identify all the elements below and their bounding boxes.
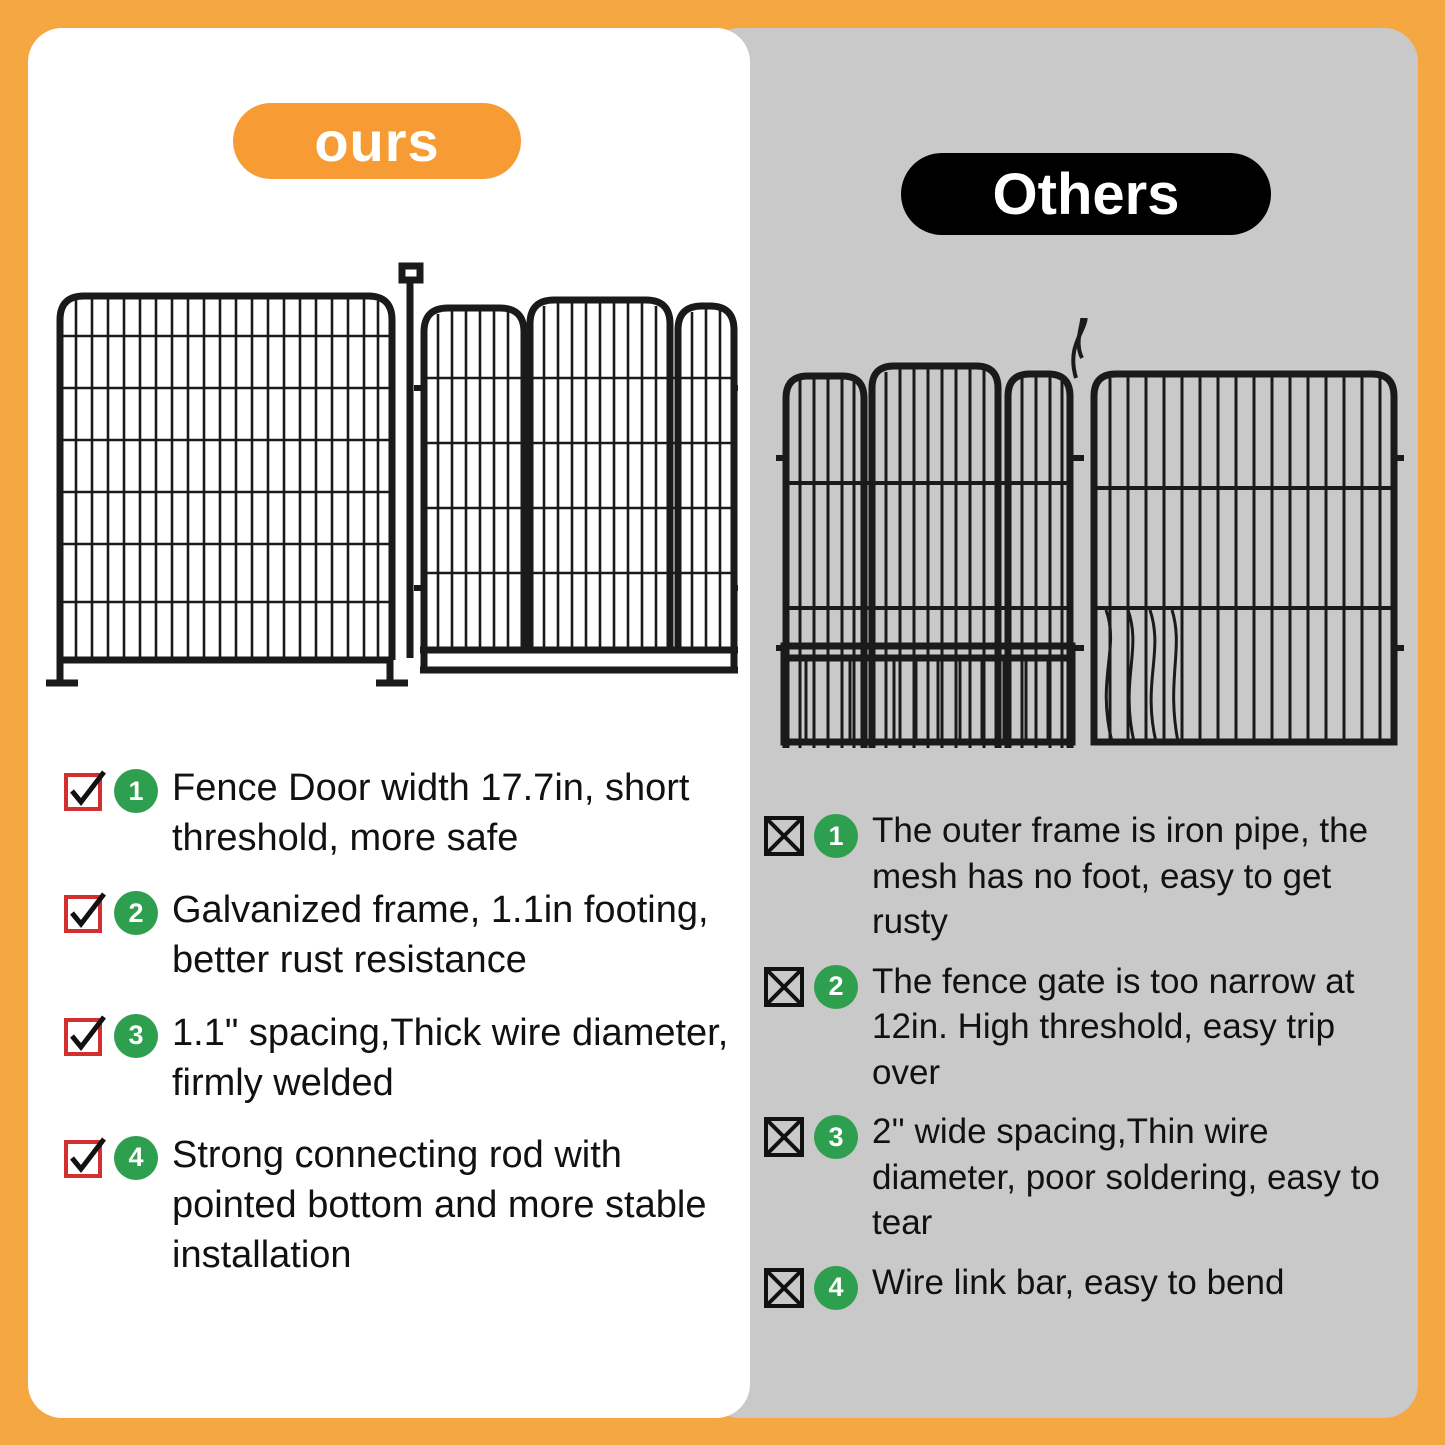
check-icon — [62, 1014, 106, 1058]
list-item — [62, 1130, 742, 1280]
list-item — [762, 1260, 1402, 1310]
others-badge-label: Others — [992, 161, 1180, 227]
list-item — [62, 763, 742, 863]
item-number-badge: 1 — [114, 769, 158, 813]
item-number-badge: 4 — [814, 1266, 858, 1310]
ours-feature-list — [62, 763, 742, 1302]
item-text: The outer frame is iron pipe, the mesh has no foot, easy to get rusty — [872, 811, 1369, 941]
item-text: Galvanized frame, 1.1in footing, better rust resistance — [172, 889, 709, 982]
item-number-badge: 4 — [114, 1136, 158, 1180]
cross-icon — [762, 1266, 806, 1310]
item-number-badge: 3 — [114, 1014, 158, 1058]
item-number-badge: 1 — [814, 814, 858, 858]
others-feature-list — [762, 808, 1402, 1324]
check-icon — [62, 769, 106, 813]
ours-fence-illustration — [38, 258, 738, 698]
list-item — [762, 959, 1402, 1096]
item-text: Fence Door width 17.7in, short threshold, more safe — [172, 767, 690, 860]
list-item — [762, 1109, 1402, 1246]
cross-icon — [762, 814, 806, 858]
others-fence-illustration — [776, 318, 1406, 748]
item-text: 2'' wide spacing,Thin wire diameter, poor soldering, easy to tear — [872, 1112, 1380, 1242]
item-text: 1.1" spacing,Thick wire diameter, firmly welded — [172, 1011, 729, 1104]
cross-icon — [762, 1115, 806, 1159]
item-text: Strong connecting rod with pointed bottom and more stable installation — [172, 1133, 707, 1277]
list-item — [762, 808, 1402, 945]
ours-badge-label: ours — [314, 109, 440, 173]
ours-panel — [28, 28, 750, 1418]
item-number-badge: 3 — [814, 1115, 858, 1159]
item-number-badge: 2 — [814, 965, 858, 1009]
item-text: Wire link bar, easy to bend — [872, 1262, 1285, 1302]
others-badge — [901, 153, 1271, 235]
cross-icon — [762, 965, 806, 1009]
check-icon — [62, 1136, 106, 1180]
item-number-badge: 2 — [114, 891, 158, 935]
item-text: The fence gate is too narrow at 12in. High threshold, easy trip over — [872, 961, 1355, 1092]
list-item — [62, 1008, 742, 1108]
check-icon — [62, 891, 106, 935]
list-item — [62, 885, 742, 985]
others-panel — [706, 28, 1418, 1418]
ours-badge — [233, 103, 521, 179]
